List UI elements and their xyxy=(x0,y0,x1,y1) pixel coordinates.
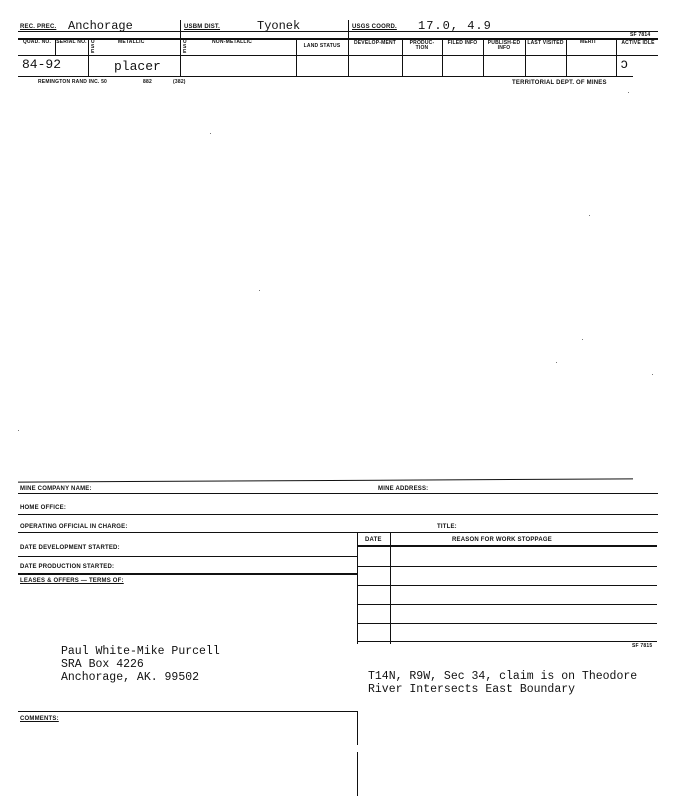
comments-rule xyxy=(18,711,357,712)
date-development-label: DATE DEVELOPMENT STARTED: xyxy=(20,545,120,551)
printer-code-2: (382) xyxy=(173,79,186,85)
stoppage-row-rule xyxy=(357,566,657,567)
usgs-coord-label: USGS COORD. xyxy=(352,24,397,30)
divider xyxy=(357,711,358,745)
date-col-label: DATE xyxy=(365,537,382,543)
scan-speck xyxy=(628,92,629,93)
usgs-coord-value: 17.0, 4.9 xyxy=(418,19,492,33)
divider xyxy=(296,38,297,76)
use-label-metallic: U S E xyxy=(91,39,95,55)
stoppage-row-rule xyxy=(357,623,657,624)
development-rule xyxy=(18,556,357,557)
divider xyxy=(357,752,358,796)
quad-serial-value: 84-92 xyxy=(22,57,62,72)
scan-speck xyxy=(556,362,557,363)
divider xyxy=(357,532,358,644)
merit-label: MERIT xyxy=(580,39,597,45)
scan-speck xyxy=(18,430,19,431)
development-label: DEVELOP-MENT xyxy=(353,40,397,46)
scan-speck xyxy=(582,339,583,340)
active-idle-label: ACTIVE IDLE xyxy=(621,40,655,46)
active-idle-mark: ↄ xyxy=(620,57,629,73)
production-label: PRODUC-TION xyxy=(409,40,435,51)
use-label-non-metallic: U S E xyxy=(183,39,187,55)
divider xyxy=(442,38,443,76)
scan-speck xyxy=(210,133,211,134)
stoppage-row-rule xyxy=(357,585,657,586)
divider xyxy=(483,38,484,76)
location-line: River Intersects East Boundary xyxy=(368,683,576,697)
scan-speck xyxy=(589,215,590,216)
divider xyxy=(566,38,567,76)
home-office-label: HOME OFFICE: xyxy=(20,505,67,511)
serial-no-label: SERIAL NO. xyxy=(56,39,87,45)
home-office-rule xyxy=(18,514,658,515)
scan-speck xyxy=(652,374,653,375)
lessee-line: Anchorage, AK. 99502 xyxy=(61,671,200,685)
title-label: TITLE: xyxy=(437,524,457,530)
operating-official-label: OPERATING OFFICIAL IN CHARGE: xyxy=(20,524,128,530)
printer-code-1: 882 xyxy=(143,79,152,85)
mine-address-label: MINE ADDRESS: xyxy=(378,486,429,492)
divider xyxy=(88,38,89,76)
location-block xyxy=(368,670,637,696)
stoppage-row-rule xyxy=(357,604,657,605)
department-label: TERRITORIAL DEPT. OF MINES xyxy=(512,80,607,86)
usbm-dist-value: Tyonek xyxy=(257,19,301,33)
filed-info-label: FILED INFO xyxy=(447,40,478,46)
lessee-line: SRA Box 4226 xyxy=(61,658,144,672)
last-visited-label: LAST VISITED xyxy=(527,40,564,46)
stoppage-header-rule xyxy=(357,545,657,547)
rec-prec-value: Anchorage xyxy=(68,19,133,33)
stoppage-bottom-rule xyxy=(357,641,657,642)
usbm-dist-label: USBM DIST. xyxy=(184,24,221,30)
location-line: T14N, R9W, Sec 34, claim is on Theodore xyxy=(368,670,638,683)
date-production-label: DATE PRODUCTION STARTED: xyxy=(20,564,115,570)
official-rule xyxy=(18,532,658,533)
quad-no-label: QUAD. NO. xyxy=(22,39,52,45)
scan-speck xyxy=(259,290,260,291)
comments-label: COMMENTS: xyxy=(20,716,59,722)
divider xyxy=(402,38,403,76)
lessee-line: Paul White-Mike Purcell xyxy=(61,645,220,658)
bottom-rule xyxy=(18,76,633,77)
printer-credit: REMINGTON RAND INC. 50 xyxy=(38,79,108,85)
land-status-label: LAND STATUS xyxy=(303,43,341,49)
card-top-edge xyxy=(18,478,633,482)
metallic-label: METALLIC xyxy=(118,39,145,45)
divider xyxy=(348,20,349,76)
reason-col-label: REASON FOR WORK STOPPAGE xyxy=(452,537,552,543)
production-rule xyxy=(18,573,357,575)
mine-company-name-label: MINE COMPANY NAME: xyxy=(20,486,92,492)
divider xyxy=(616,38,617,76)
rec-prec-label: REC. PREC. xyxy=(20,24,57,30)
non-metallic-label: NON-METALLIC xyxy=(212,39,253,45)
lessee-block xyxy=(61,645,220,685)
leases-label: LEASES & OFFERS — TERMS OF: xyxy=(20,578,124,584)
company-rule xyxy=(18,493,658,494)
metallic-value: placer xyxy=(114,59,161,74)
published-info-label: PUBLISH-ED INFO xyxy=(487,40,521,51)
form-code-top: SF 7814 xyxy=(630,32,651,38)
divider xyxy=(525,38,526,76)
value-row-rule xyxy=(18,55,658,56)
divider xyxy=(390,532,391,644)
form-code-bottom: SF 7815 xyxy=(632,643,653,649)
divider xyxy=(180,20,181,76)
